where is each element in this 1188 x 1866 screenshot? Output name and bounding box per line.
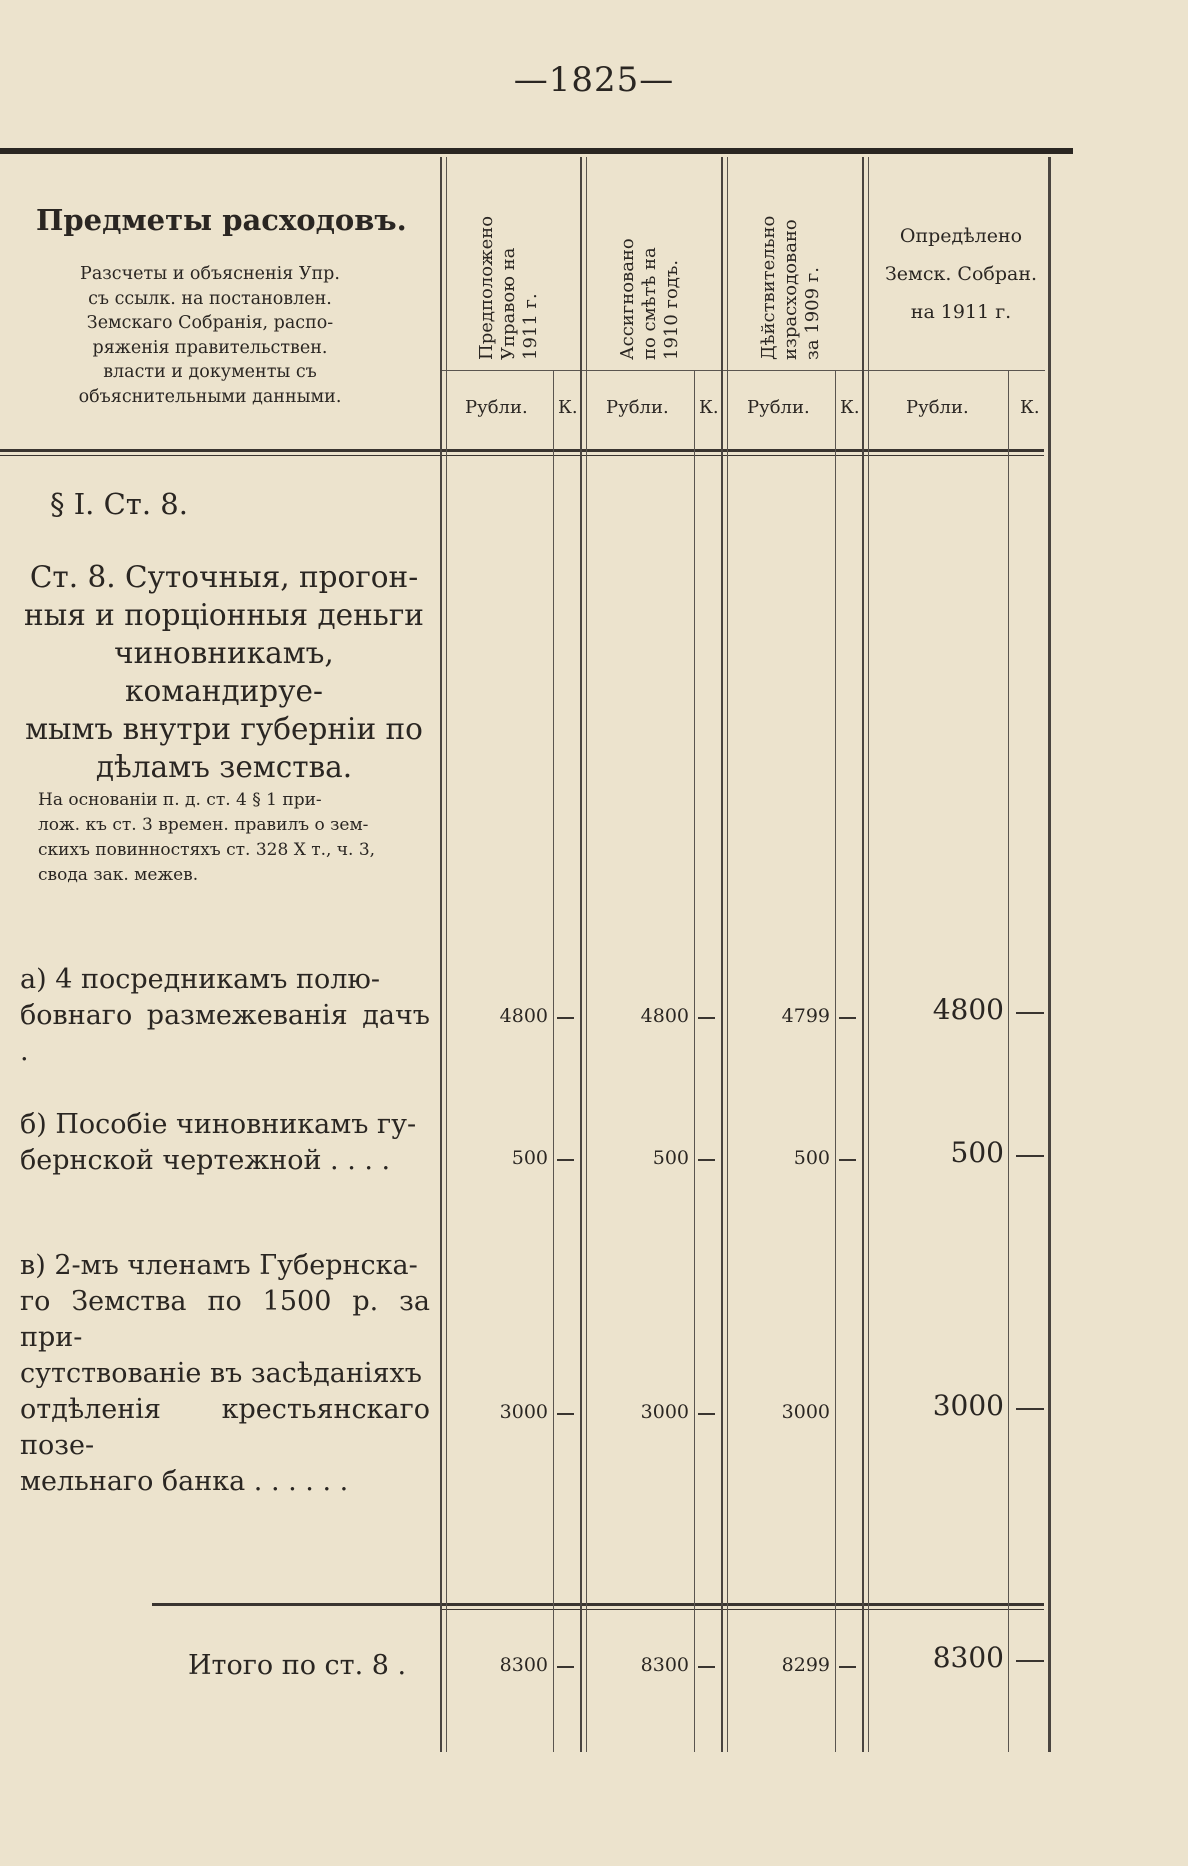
col-line xyxy=(1008,370,1009,1752)
item-b-spent: 500 xyxy=(793,1147,830,1169)
kop-dash xyxy=(1016,1408,1044,1410)
total-label: Итого по ст. 8 . xyxy=(188,1650,407,1681)
col-line xyxy=(727,157,728,1752)
kop-dash xyxy=(698,1666,715,1668)
col-line xyxy=(835,370,836,1752)
article-title: Ст. 8. Суточныя, прогон- ныя и порціонныя деньги чиновникамъ, командируе- мымъ внутри губерніи по дѣламъ земства. xyxy=(24,560,424,784)
kop-dash xyxy=(557,1017,574,1019)
total-spent: 8299 xyxy=(781,1654,830,1676)
kop-dash xyxy=(698,1159,715,1161)
col-header-spent: Дѣйствительно израсходовано за 1909 г. xyxy=(758,215,823,360)
col-header-assigned: Ассигновано по смѣтѣ на 1910 годъ. xyxy=(617,238,682,360)
rubles-label: Рубли. xyxy=(465,397,528,418)
page-number: —1825— xyxy=(513,60,675,100)
section-heading: § I. Ст. 8. xyxy=(50,487,188,521)
item-b-assigned: 500 xyxy=(652,1147,689,1169)
kop-dash xyxy=(1016,1155,1044,1157)
header-description: Разсчеты и объясненія Упр. съ ссылк. на постановлен. Земскаго Собранія, распо- ряженія правительствен. власти и документы съ объяснительными данными. xyxy=(78,264,342,407)
rubles-label: Рубли. xyxy=(747,397,810,418)
col-line xyxy=(694,370,695,1752)
item-b-text: б) Пособіе чиновникамъ гу- бернской чертежной . . . . xyxy=(20,1109,417,1176)
kop-dash xyxy=(839,1017,856,1019)
item-a-proposed: 4800 xyxy=(499,1005,548,1027)
kop-dash xyxy=(839,1666,856,1668)
unit-row-rule xyxy=(440,370,1045,371)
kop-dash xyxy=(557,1159,574,1161)
total-rule-2 xyxy=(440,1609,1044,1610)
kop-dash xyxy=(839,1159,856,1161)
rubles-label: Рубли. xyxy=(606,397,669,418)
item-c-spent: 3000 xyxy=(781,1401,830,1423)
kop-dash xyxy=(698,1017,715,1019)
header-title: Предметы расходовъ. xyxy=(36,203,407,237)
item-c-determined: 3000 xyxy=(932,1389,1004,1422)
legal-basis: На основаніи п. д. ст. 4 § 1 при- лож. къ ст. 3 времен. правилъ о зем- скихъ повинностяхъ ст. 328 Х т., ч. 3, свода зак. межев. xyxy=(38,790,376,885)
col-line xyxy=(721,157,723,1752)
col-line xyxy=(862,157,864,1752)
kop-dash xyxy=(698,1413,715,1415)
total-assigned: 8300 xyxy=(640,1654,689,1676)
total-rule xyxy=(152,1603,1044,1606)
item-a-text: а) 4 посредникамъ полю- бовнаго размежеванія дачъ . xyxy=(20,964,430,1067)
kop-dash xyxy=(557,1413,574,1415)
item-c-assigned: 3000 xyxy=(640,1401,689,1423)
col-header-proposed: Предположено Управою на 1911 г. xyxy=(476,215,541,360)
col-line xyxy=(868,157,869,1752)
item-b-proposed: 500 xyxy=(511,1147,548,1169)
total-proposed: 8300 xyxy=(499,1654,548,1676)
top-rule xyxy=(0,148,1073,154)
header-rule xyxy=(0,449,1044,452)
col-line xyxy=(580,157,582,1752)
rubles-label: Рубли. xyxy=(906,397,969,418)
item-a-determined: 4800 xyxy=(932,993,1004,1026)
item-c-proposed: 3000 xyxy=(499,1401,548,1423)
kop-label: К. xyxy=(699,397,719,418)
item-a-assigned: 4800 xyxy=(640,1005,689,1027)
col-line xyxy=(440,157,442,1752)
item-b-determined: 500 xyxy=(950,1136,1004,1169)
kop-label: К. xyxy=(840,397,860,418)
col-line xyxy=(553,370,554,1752)
kop-dash xyxy=(557,1666,574,1668)
kop-dash xyxy=(1016,1012,1044,1014)
col-line xyxy=(1048,157,1051,1752)
kop-label: К. xyxy=(1020,397,1040,418)
header-rule-2 xyxy=(0,455,1044,456)
kop-label: К. xyxy=(558,397,578,418)
col-header-determined: Опредѣлено Земск. Собран. на 1911 г. xyxy=(884,225,1038,323)
col-line xyxy=(446,157,447,1752)
total-determined: 8300 xyxy=(932,1641,1004,1674)
kop-dash xyxy=(1016,1660,1044,1662)
item-c-text: в) 2-мъ членамъ Губернска- го Земства по 1500 р. за при- сутствованіе въ засѣданіяхъ отдѣленія крестьянскаго позе- мельнаго банка . . . . . . xyxy=(20,1250,430,1497)
col-line xyxy=(586,157,587,1752)
item-a-spent: 4799 xyxy=(781,1005,830,1027)
